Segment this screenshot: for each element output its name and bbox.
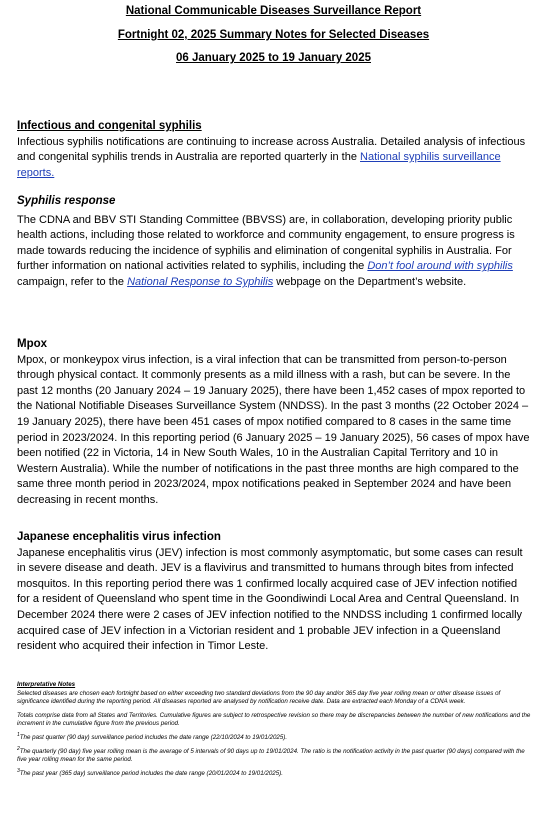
notes-title: Interpretative Notes (17, 681, 76, 688)
national-response-link[interactable]: National Response to Syphilis (127, 275, 274, 288)
footnote-2: $^2$The quarterly (90 day) five year rolling mean is the average of 5 intervals of 90 days up to 19/01/2024. The ratio is the notification activity in the past quarter (90 days) compared with the five year rolling mean for the same period. (17, 745, 525, 764)
footnote-1: $^1$The past quarter (90 day) surveillance period includes the date range (22/10/2024 to 19/01/2025). (17, 731, 288, 741)
mpox-title: Mpox (17, 338, 48, 350)
jev-paragraph: Japanese encephalitis virus (JEV) infection is most commonly asymptomatic, but some cases can result in severe disease and death. JEV is a flavivirus and transmitted to humans through bites from infected mosquitos. In this reporting period there was 1 confirmed locally acquired case of JEV infection notified for a resident of Queensland who spent time in the Goondiwindi Local Area and Central Queensland. In December 2024 there were 2 cases of JEV infection notified to the NNDSS including 1 confirmed locally acquired case of JEV infection in a Victorian resident and 1 probable JEV infection in a Queensland resident who acquired their infection in Timor Leste. (17, 546, 523, 653)
syphilis-response-text-3: webpage on the Department’s website. (273, 275, 467, 288)
interpretative-notes (17, 681, 533, 778)
syphilis-response-section (17, 194, 533, 291)
notes-paragraph-1: Selected diseases are chosen each fortnight based on either exceeding two standard deviations from the 90 day and/or 365 day five year rolling mean or other disease issues of significance identified during the reporting period. All diseases reported are analysed by notification receive date. Data are extracted each Monday of a CDNA week. (17, 689, 501, 706)
syphilis-response-paragraph (17, 213, 533, 291)
syphilis-response-text-1: The CDNA and BBV STI Standing Committee (BBVSS) are, in collaboration, developing priority public health actions, including those related to workforce and community engagement, to ensure progress is made towards reducing the incidence of syphilis and elimination of congenital syphilis in Australia. For further information on national activities related to syphilis, including the (17, 213, 515, 273)
report-subtitle: Fortnight 02, 2025 Summary Notes for Selected Diseases (117, 29, 430, 41)
notes-paragraph-2: Totals comprise data from all States and Territories. Cumulative figures are subject to retrospective revision so there may be discrepancies between the number of new notifications and the increment in the cumulative figure from the previous period. (17, 711, 531, 728)
syphilis-text: Infectious syphilis notifications are continuing to increase across Australia. Detailed analysis of infectious and congenital syphilis trends in Australia are reported quarterly in the (17, 135, 526, 164)
syphilis-paragraph (17, 135, 533, 182)
report-title: National Communicable Diseases Surveillance Report (125, 5, 422, 17)
syphilis-reports-link[interactable]: National syphilis surveillance reports. (17, 151, 501, 179)
syphilis-section (17, 119, 533, 181)
mpox-section (17, 337, 533, 509)
syphilis-response-title: Syphilis response (17, 195, 116, 207)
footnote-3: $^3$The past year (365 day) surveillance period includes the date range (20/01/2024 to 19/01/2025). (17, 767, 283, 777)
dont-fool-around-link[interactable]: Don’t fool around with syphilis (367, 260, 513, 273)
jev-title: Japanese encephalitis virus infection (17, 531, 221, 543)
syphilis-title: Infectious and congenital syphilis (17, 120, 202, 132)
report-date-range: 06 January 2025 to 19 January 2025 (176, 52, 371, 64)
syphilis-response-text-2: campaign, refer to the (17, 275, 128, 288)
mpox-paragraph: Mpox, or monkeypox virus infection, is a viral infection that can be transmitted from person-to-person through physical contact. It commonly presents as a mild illness with a rash, but can be severe. In the past 12 months (20 January 2024 – 19 January 2025), there have been 1,452 cases of mpox reported to the National Notifiable Diseases Surveillance System (NNDSS). In the past 3 months (22 October 2024 – 19 January 2025), there have been 451 cases of mpox notified compared to 8 cases in the same time period in 2023/2024. In this reporting period (6 January 2025 – 19 January 2025), 56 cases of mpox have been notified (22 in Victoria, 14 in New South Wales, 10 in the Australian Capital Territory and 10 in Western Australia). While the number of notifications in the past three months are high compared to the same three month period in 2023/2024, mpox notifications peaked in September 2024 and have been decreasing in recent months. (17, 353, 530, 506)
jev-section (17, 530, 533, 655)
